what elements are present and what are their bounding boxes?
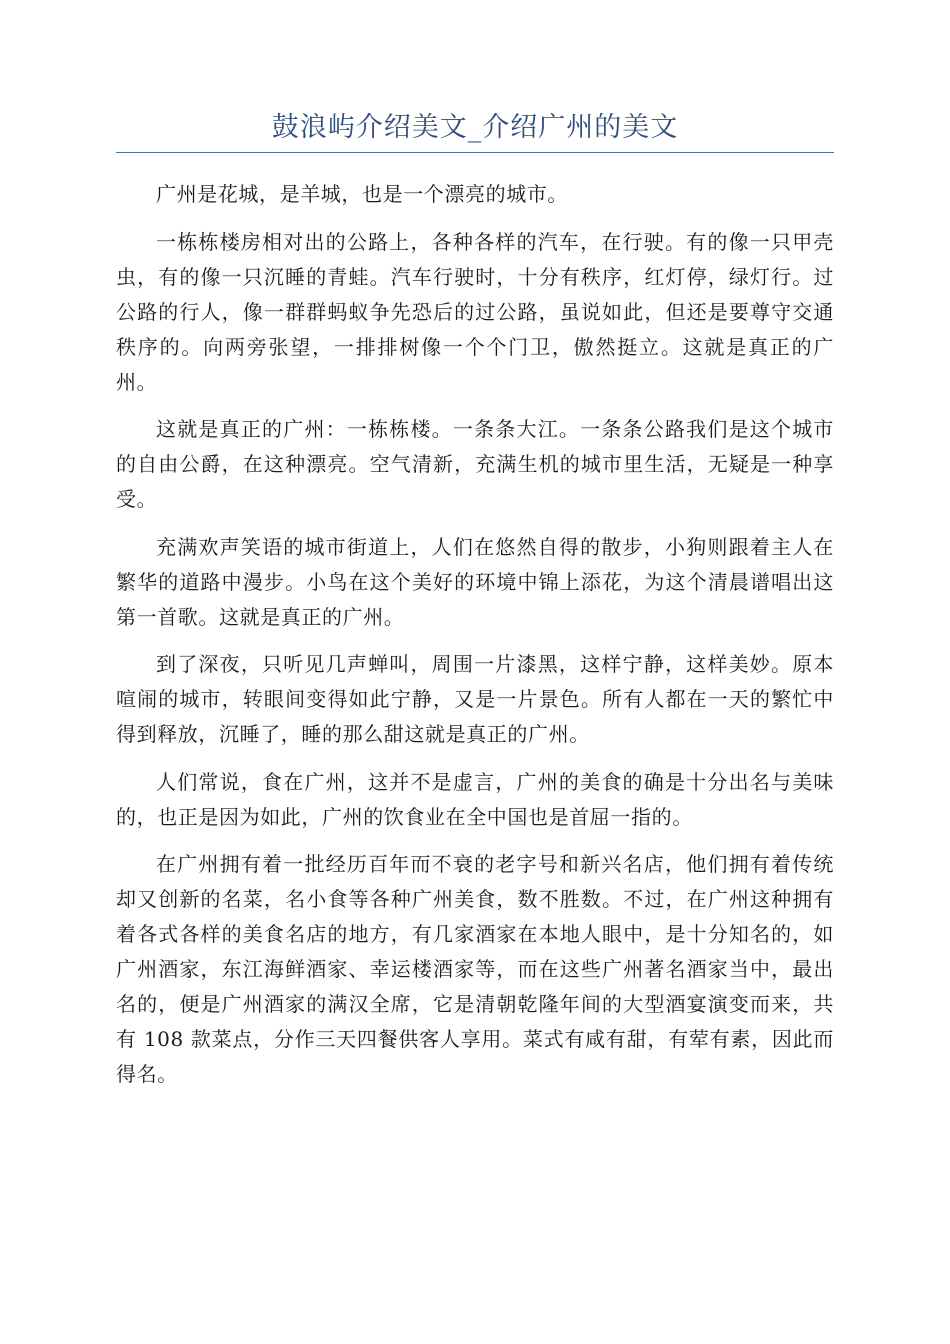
paragraph: 广州是花城，是羊城，也是一个漂亮的城市。: [156, 182, 568, 206]
paragraph: 这就是真正的广州：一栋栋楼。一条条大江。一条条公路我们是这个城市的自由公爵，在这种漂亮。空气清新，充满生机的城市里生活，无疑是一种享受。: [116, 417, 834, 511]
paragraph: 到了深夜，只听见几声蝉叫，周围一片漆黑，这样宁静，这样美妙。原本喧闹的城市，转眼间变得如此宁静，又是一片景色。所有人都在一天的繁忙中得到释放，沉睡了，睡的那么甜这就是真正的广州。: [116, 652, 834, 746]
document-title: 鼓浪屿介绍美文_介绍广州的美文: [116, 108, 834, 153]
paragraph: 人们常说，食在广州，这并不是虚言，广州的美食的确是十分出名与美味的，也正是因为如此，广州的饮食业在全中国也是首屈一指的。: [116, 769, 834, 829]
paragraph: 充满欢声笑语的城市街道上，人们在悠然自得的散步，小狗则跟着主人在繁华的道路中漫步。小鸟在这个美好的环境中锦上添花，为这个清晨谱唱出这第一首歌。这就是真正的广州。: [116, 534, 834, 629]
paragraph: 一栋栋楼房相对出的公路上，各种各样的汽车，在行驶。有的像一只甲壳虫，有的像一只沉睡的青蛙。汽车行驶时，十分有秩序，红灯停，绿灯行。过公路的行人，像一群群蚂蚁争先恐后的过公路，虽说如此，但还是要尊守交通秩序的。向两旁张望，一排排树像一个个门卫，傲然挺立。这就是真正的广州。: [116, 229, 834, 394]
document-page: [116, 108, 834, 1105]
paragraph: 在广州拥有着一批经历百年而不衰的老字号和新兴名店，他们拥有着传统却又创新的名菜，名小食等各种广州美食，数不胜数。不过，在广州这种拥有着各式各样的美食名店的地方，有几家酒家在本地人眼中，是十分知名的，如广州酒家，东江海鲜酒家、幸运楼酒家等，而在这些广州著名酒家当中，最出名的，便是广州酒家的满汉全席，它是清朝乾隆年间的大型酒宴演变而来，共有 108 款菜点，分作三天四餐供客人享用。菜式有咸有甜，有荤有素，因此而得名。: [116, 852, 834, 1086]
document-body: [116, 177, 834, 1092]
